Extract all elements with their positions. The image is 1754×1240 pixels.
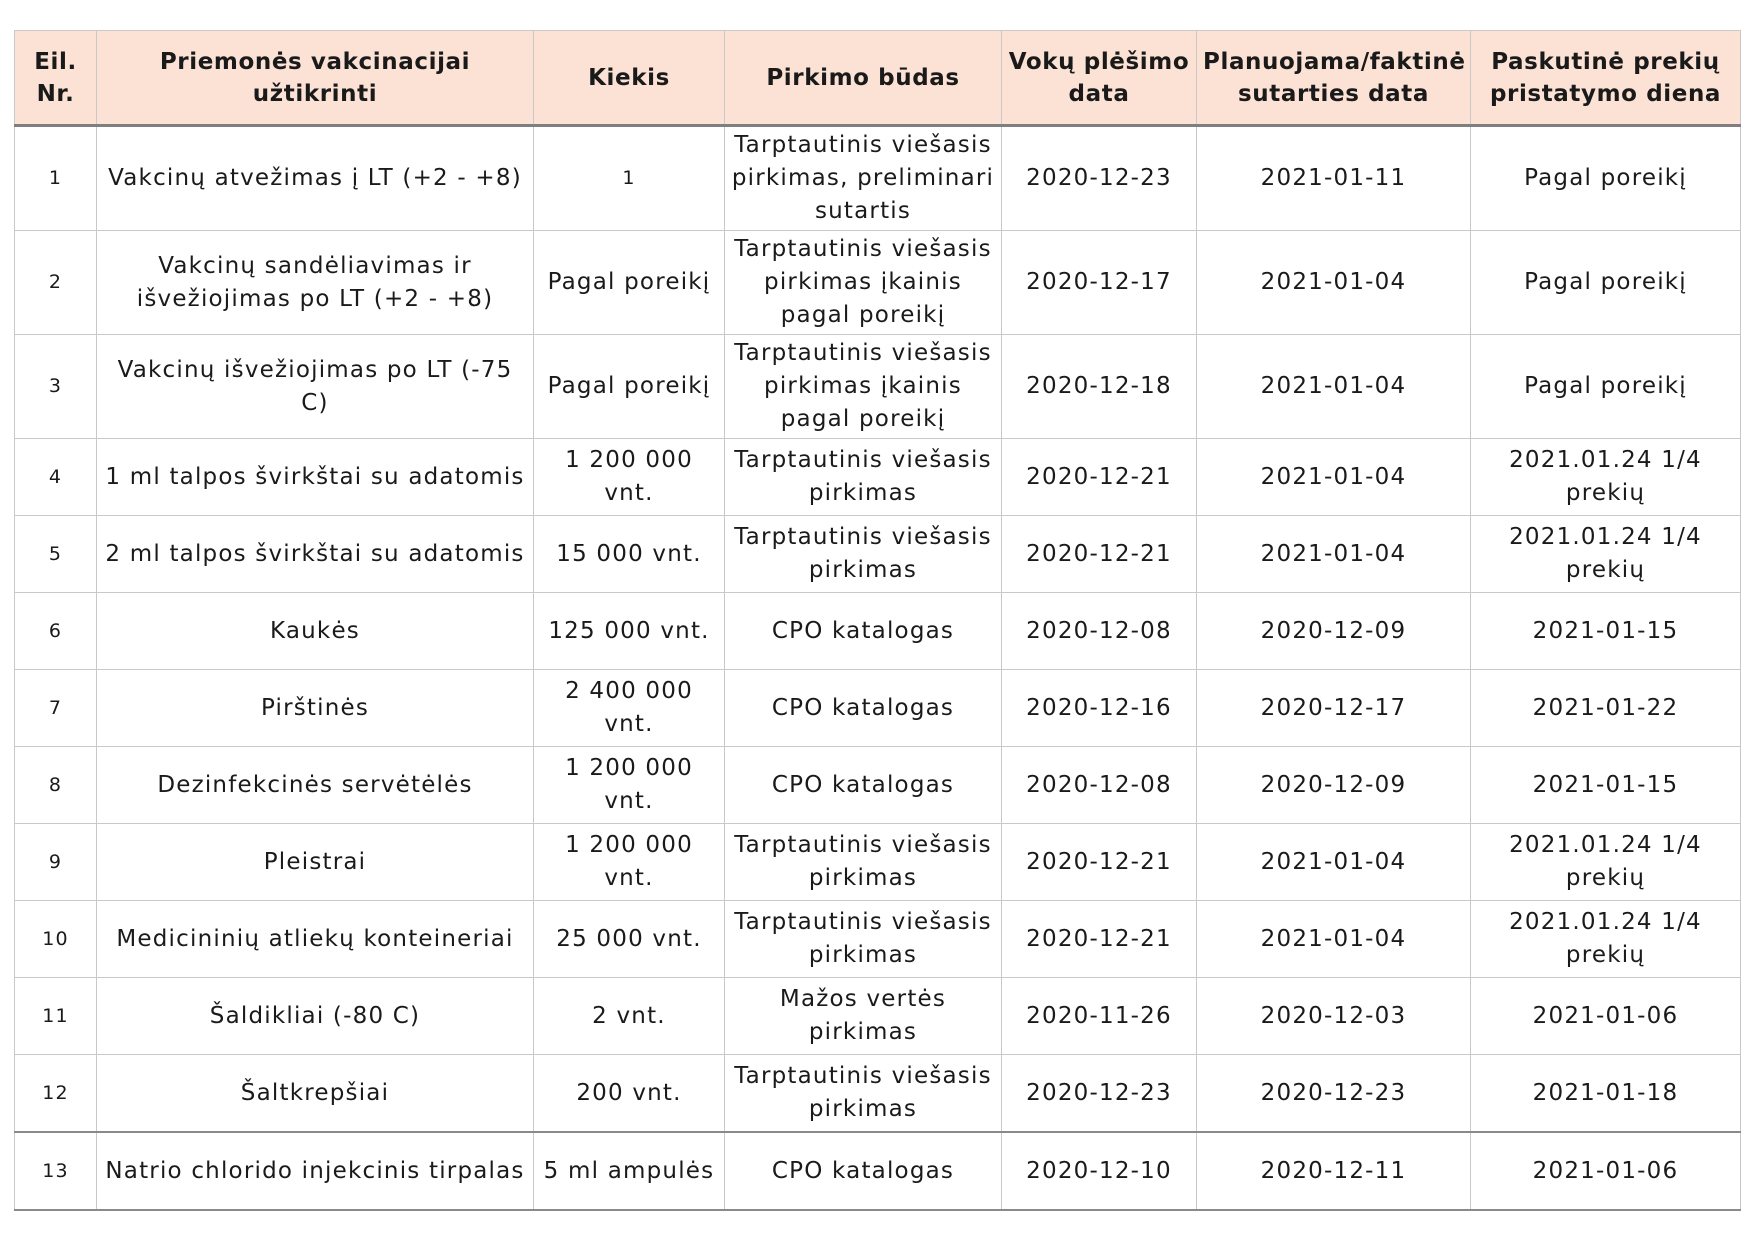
row-quantity: 1 200 000 vnt.	[534, 824, 725, 901]
row-contract-date: 2020-12-17	[1197, 670, 1471, 747]
row-opening-date: 2020-12-23	[1002, 1055, 1197, 1133]
col-header-procurement-method: Pirkimo būdas	[725, 31, 1002, 126]
row-quantity: 200 vnt.	[534, 1055, 725, 1133]
row-contract-date: 2021-01-11	[1197, 126, 1471, 231]
row-procurement-method: Tarptautinis viešasis pirkimas	[725, 439, 1002, 516]
row-delivery-day: 2021.01.24 1/4 prekių	[1471, 439, 1741, 516]
row-nr: 6	[15, 593, 97, 670]
table-row	[15, 335, 1741, 439]
row-item: Pleistrai	[97, 824, 534, 901]
row-nr: 4	[15, 439, 97, 516]
row-item: Vakcinų išvežiojimas po LT (-75 C)	[97, 335, 534, 439]
row-nr: 13	[15, 1132, 97, 1210]
row-procurement-method: Tarptautinis viešasis pirkimas, preliminari sutartis	[725, 126, 1002, 231]
row-procurement-method: Tarptautinis viešasis pirkimas	[725, 824, 1002, 901]
row-contract-date: 2021-01-04	[1197, 516, 1471, 593]
row-quantity: 1 200 000 vnt.	[534, 439, 725, 516]
row-procurement-method: CPO katalogas	[725, 593, 1002, 670]
col-header-item: Priemonės vakcinacijai užtikrinti	[97, 31, 534, 126]
row-procurement-method: CPO katalogas	[725, 670, 1002, 747]
row-contract-date: 2021-01-04	[1197, 231, 1471, 335]
table-row	[15, 901, 1741, 978]
col-header-contract-date: Planuojama/faktinė sutarties data	[1197, 31, 1471, 126]
row-delivery-day: 2021-01-22	[1471, 670, 1741, 747]
row-procurement-method: Tarptautinis viešasis pirkimas	[725, 901, 1002, 978]
table-row	[15, 231, 1741, 335]
procurement-table	[14, 30, 1741, 1211]
row-item: 2 ml talpos švirkštai su adatomis	[97, 516, 534, 593]
col-header-quantity: Kiekis	[534, 31, 725, 126]
row-contract-date: 2020-12-03	[1197, 978, 1471, 1055]
row-procurement-method: CPO katalogas	[725, 1132, 1002, 1210]
table-header-row	[15, 31, 1741, 126]
table-row	[15, 126, 1741, 231]
row-delivery-day: Pagal poreikį	[1471, 231, 1741, 335]
table-row	[15, 670, 1741, 747]
row-opening-date: 2020-12-21	[1002, 901, 1197, 978]
row-nr: 8	[15, 747, 97, 824]
row-contract-date: 2021-01-04	[1197, 439, 1471, 516]
row-contract-date: 2021-01-04	[1197, 901, 1471, 978]
row-quantity: 1	[534, 126, 725, 231]
row-nr: 2	[15, 231, 97, 335]
row-item: Šaltkrepšiai	[97, 1055, 534, 1133]
row-item: Medicininių atliekų konteineriai	[97, 901, 534, 978]
row-delivery-day: 2021.01.24 1/4 prekių	[1471, 824, 1741, 901]
table-row	[15, 593, 1741, 670]
row-item: Vakcinų sandėliavimas ir išvežiojimas po LT (+2 - +8)	[97, 231, 534, 335]
row-item: Vakcinų atvežimas į LT (+2 - +8)	[97, 126, 534, 231]
row-delivery-day: 2021.01.24 1/4 prekių	[1471, 516, 1741, 593]
row-nr: 9	[15, 824, 97, 901]
row-item: 1 ml talpos švirkštai su adatomis	[97, 439, 534, 516]
table-row	[15, 1055, 1741, 1133]
row-opening-date: 2020-12-21	[1002, 439, 1197, 516]
row-procurement-method: CPO katalogas	[725, 747, 1002, 824]
table-row	[15, 439, 1741, 516]
row-nr: 11	[15, 978, 97, 1055]
row-item: Pirštinės	[97, 670, 534, 747]
row-quantity: Pagal poreikį	[534, 231, 725, 335]
row-delivery-day: Pagal poreikį	[1471, 335, 1741, 439]
row-quantity: 15 000 vnt.	[534, 516, 725, 593]
row-contract-date: 2020-12-23	[1197, 1055, 1471, 1133]
row-delivery-day: 2021-01-15	[1471, 593, 1741, 670]
row-nr: 1	[15, 126, 97, 231]
row-contract-date: 2020-12-09	[1197, 593, 1471, 670]
row-opening-date: 2020-12-18	[1002, 335, 1197, 439]
row-delivery-day: 2021.01.24 1/4 prekių	[1471, 901, 1741, 978]
row-opening-date: 2020-12-17	[1002, 231, 1197, 335]
table-row	[15, 824, 1741, 901]
row-delivery-day: Pagal poreikį	[1471, 126, 1741, 231]
table-row	[15, 516, 1741, 593]
table-row	[15, 978, 1741, 1055]
row-opening-date: 2020-12-21	[1002, 516, 1197, 593]
row-nr: 10	[15, 901, 97, 978]
row-item: Kaukės	[97, 593, 534, 670]
row-quantity: 5 ml ampulės	[534, 1132, 725, 1210]
col-header-delivery-day: Paskutinė prekių pristatymo diena	[1471, 31, 1741, 126]
col-header-nr: Eil. Nr.	[15, 31, 97, 126]
row-opening-date: 2020-12-16	[1002, 670, 1197, 747]
row-contract-date: 2021-01-04	[1197, 335, 1471, 439]
row-quantity: Pagal poreikį	[534, 335, 725, 439]
row-delivery-day: 2021-01-06	[1471, 978, 1741, 1055]
row-nr: 5	[15, 516, 97, 593]
row-delivery-day: 2021-01-15	[1471, 747, 1741, 824]
row-procurement-method: Tarptautinis viešasis pirkimas įkainis pagal poreikį	[725, 231, 1002, 335]
row-opening-date: 2020-11-26	[1002, 978, 1197, 1055]
row-nr: 3	[15, 335, 97, 439]
row-contract-date: 2021-01-04	[1197, 824, 1471, 901]
row-quantity: 125 000 vnt.	[534, 593, 725, 670]
row-procurement-method: Tarptautinis viešasis pirkimas įkainis pagal poreikį	[725, 335, 1002, 439]
row-opening-date: 2020-12-21	[1002, 824, 1197, 901]
table-row	[15, 747, 1741, 824]
row-opening-date: 2020-12-23	[1002, 126, 1197, 231]
row-opening-date: 2020-12-08	[1002, 747, 1197, 824]
row-delivery-day: 2021-01-18	[1471, 1055, 1741, 1133]
row-opening-date: 2020-12-08	[1002, 593, 1197, 670]
page	[14, 30, 1740, 1211]
row-quantity: 1 200 000 vnt.	[534, 747, 725, 824]
row-opening-date: 2020-12-10	[1002, 1132, 1197, 1210]
row-quantity: 2 vnt.	[534, 978, 725, 1055]
row-contract-date: 2020-12-11	[1197, 1132, 1471, 1210]
row-nr: 7	[15, 670, 97, 747]
row-procurement-method: Tarptautinis viešasis pirkimas	[725, 516, 1002, 593]
row-quantity: 2 400 000 vnt.	[534, 670, 725, 747]
row-item: Natrio chlorido injekcinis tirpalas	[97, 1132, 534, 1210]
row-item: Dezinfekcinės servėtėlės	[97, 747, 534, 824]
row-delivery-day: 2021-01-06	[1471, 1132, 1741, 1210]
col-header-opening-date: Vokų plėšimo data	[1002, 31, 1197, 126]
row-item: Šaldikliai (-80 C)	[97, 978, 534, 1055]
table-row	[15, 1132, 1741, 1210]
row-procurement-method: Mažos vertės pirkimas	[725, 978, 1002, 1055]
row-procurement-method: Tarptautinis viešasis pirkimas	[725, 1055, 1002, 1133]
row-nr: 12	[15, 1055, 97, 1133]
row-quantity: 25 000 vnt.	[534, 901, 725, 978]
row-contract-date: 2020-12-09	[1197, 747, 1471, 824]
